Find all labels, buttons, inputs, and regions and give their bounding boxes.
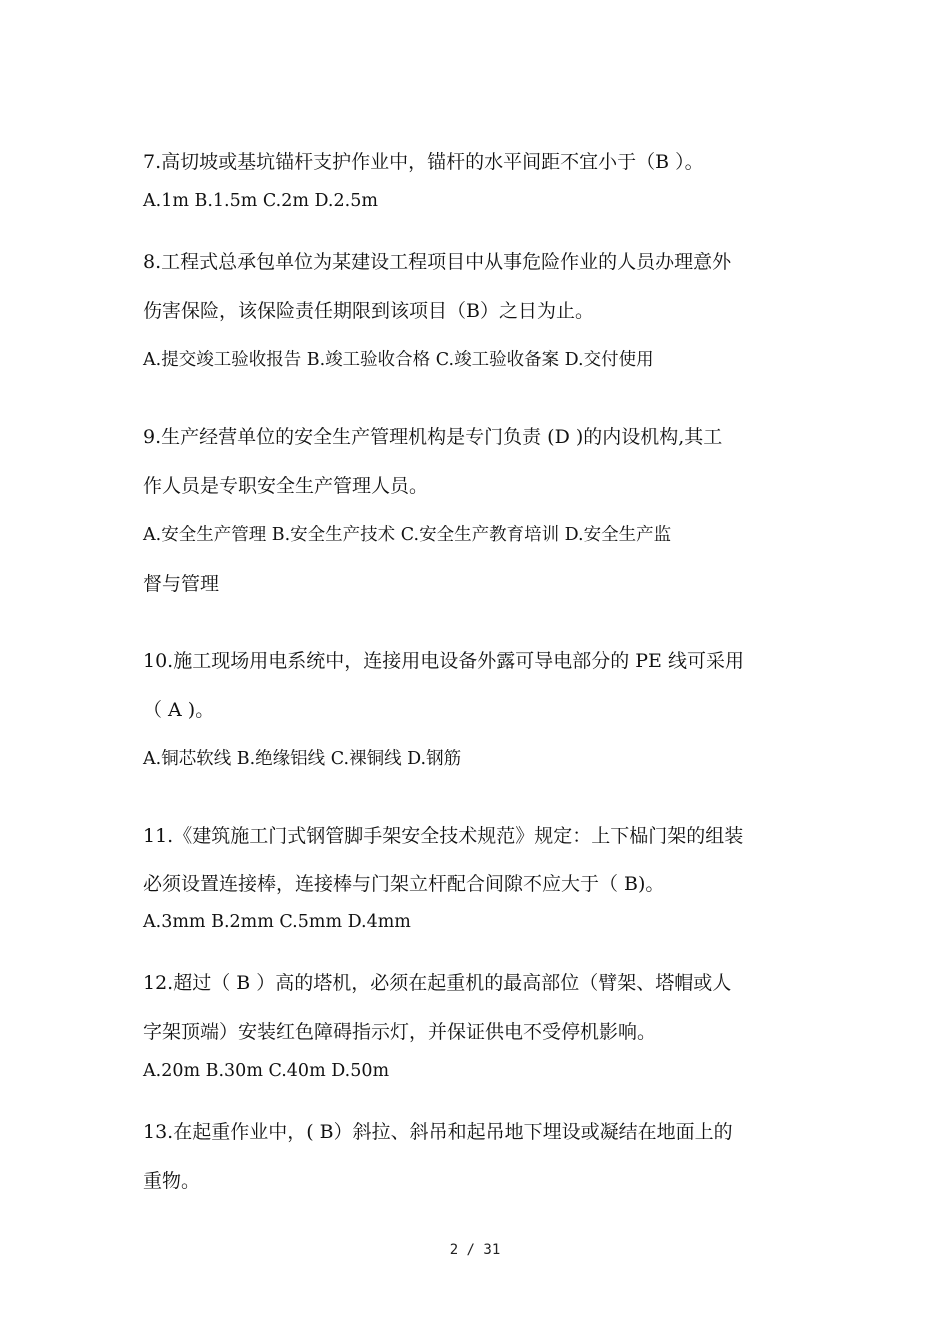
question-12-line-1: 12.超过（ B ）高的塔机，必须在起重机的最高部位（臂架、塔帽或人 [143, 972, 732, 994]
question-10-line-1: 10.施工现场用电系统中，连接用电设备外露可导电部分的 PE 线可采用 [143, 650, 744, 672]
question-12-options: A.20m B.30m C.40m D.50m [143, 1061, 390, 1081]
page-number: 2 / 31 [449, 1242, 501, 1258]
question-11-options: A.3mm B.2mm C.5mm D.4mm [143, 912, 411, 932]
question-13-line-2: 重物。 [143, 1170, 201, 1192]
question-9-options-line-2: 督与管理 [143, 573, 220, 595]
question-10-options: A.铜芯软线 B.绝缘铝线 C.裸铜线 D.钢筋 [143, 749, 462, 769]
question-7-line-1: 7.高切坡或基坑锚杆支护作业中，锚杆的水平间距不宜小于（B ）。 [143, 151, 704, 173]
question-11-line-1: 11.《建筑施工门式钢管脚手架安全技术规范》规定：上下榀门架的组装 [143, 825, 744, 847]
question-11-line-2: 必须设置连接棒，连接棒与门架立杆配合间隙不应大于（ B)。 [143, 873, 665, 895]
question-10-line-2: （ A )。 [143, 699, 215, 721]
question-12-line-2: 字架顶端）安装红色障碍指示灯，并保证供电不受停机影响。 [143, 1021, 657, 1043]
question-8-line-1: 8.工程式总承包单位为某建设工程项目中从事危险作业的人员办理意外 [143, 251, 732, 273]
question-9-options-line-1: A.安全生产管理 B.安全生产技术 C.安全生产教育培训 D.安全生产监 [143, 525, 672, 545]
question-13-line-1: 13.在起重作业中，( B）斜拉、斜吊和起吊地下埋设或凝结在地面上的 [143, 1121, 733, 1143]
question-8-line-2: 伤害保险，该保险责任期限到该项目（B）之日为止。 [143, 300, 594, 322]
question-9-line-2: 作人员是专职安全生产管理人员。 [143, 475, 429, 497]
question-7-options: A.1m B.1.5m C.2m D.2.5m [143, 191, 378, 211]
question-8-options: A.提交竣工验收报告 B.竣工验收合格 C.竣工验收备案 D.交付使用 [143, 350, 654, 370]
question-9-line-1: 9.生产经营单位的安全生产管理机构是专门负责 (D )的内设机构,其工 [143, 426, 723, 448]
